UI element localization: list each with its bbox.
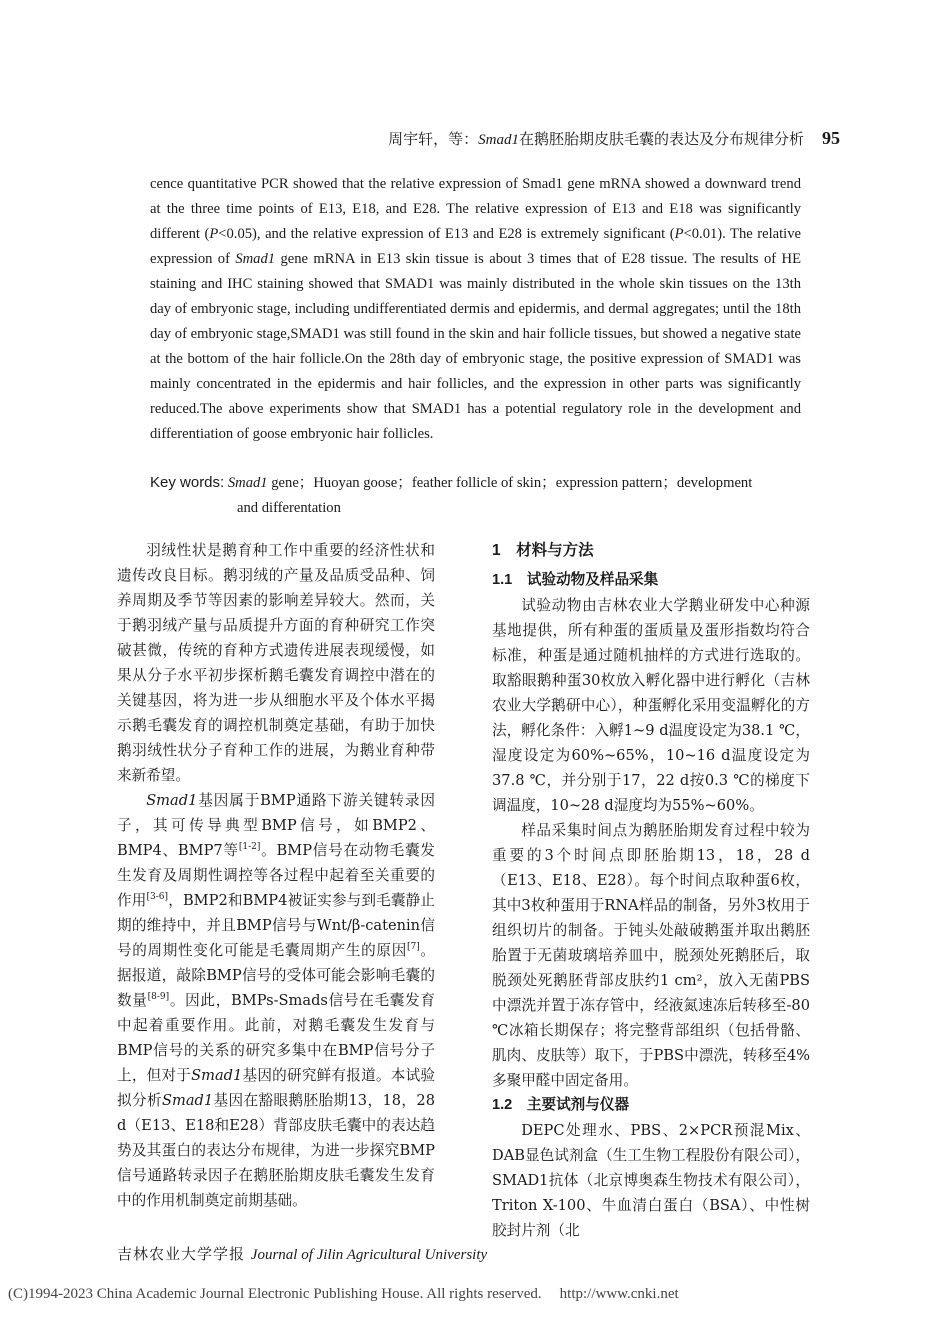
journal-footer — [117, 1243, 487, 1264]
section-heading-1: 1 材料与方法 — [492, 542, 594, 559]
copyright-line — [8, 1286, 697, 1303]
journal-name-cn: 吉林农业大学学报 — [117, 1245, 246, 1263]
right-column — [492, 538, 810, 1243]
citation[interactable]: [7] — [406, 942, 420, 953]
intro-paragraph-2: Smad1基因属于BMP通路下游关键转录因子，其可传导典型BMP信号，如BMP2、BMP4、BMP7等[1-2]。BMP信号在动物毛囊发生发育及周期性调控等各过程中起着至关重要的作用[3-6]，BMP2和BMP4被证实参与到毛囊静止期的维持中，并且BMP信号与Wnt/β-catenin信号的周期性变化可能是毛囊周期产生的原因[7]。据报道，敲除BMP信号的受体可能会影响毛囊的数量[8-9]。因此，BMPs-Smads信号在毛囊发育中起着重要作用。此前，对鹅毛囊发生发育与BMP信号的关系的研究多集中在BMP信号分子上，但对于Smad1基因的研究鲜有报道。本试验拟分析Smad1基因在豁眼鹅胚胎期13，18，28 d（E13、E18和E28）背部皮肤毛囊中的表达趋势及其蛋白的表达分布规律，为进一步探究BMP信号通路转录因子在鹅胚胎期皮肤毛囊发生发育中的作用机制奠定前期基础。 — [117, 792, 435, 1209]
header-authors: 周宇轩，等： — [388, 130, 479, 148]
header-title-rest: 在鹅胚胎期皮肤毛囊的表达及分布规律分析 — [518, 130, 804, 148]
english-abstract — [150, 172, 801, 447]
journal-name-en: Journal of Jilin Agricultural University — [250, 1247, 488, 1263]
page-number: 95 — [822, 128, 840, 148]
keywords — [150, 470, 801, 521]
citation[interactable]: [8-9] — [147, 992, 170, 1003]
methods-paragraph-2: 样品采集时间点为鹅胚胎期发育过程中较为重要的3个时间点即胚胎期13，18，28 d（E13、E18、E28）。每个时间点取种蛋6枚，其中3枚种蛋用于RNA样品的制备，另外3枚用于组织切片的制备。于钝头处敲破鹅蛋并取出鹅胚胎置于无菌玻璃培养皿中，脱颈处死鹅胚后，取脱颈处死鹅胚背部皮肤约1 cm²，放入无菌PBS中漂洗并置于冻存管中，经液氮速冻后转移至-80 ℃冰箱长期保存；将完整背部组织（包括骨骼、肌肉、皮肤等）取下，于PBS中漂洗，转移至4%多聚甲醛中固定备用。 — [492, 822, 810, 1089]
left-column — [117, 538, 435, 1213]
methods-paragraph-3: DEPC处理水、PBS、2×PCR预混Mix、DAB显色试剂盒（生工生物工程股份有限公司），SMAD1抗体（北京博奥森生物技术有限公司），Triton X-100、牛血清白蛋白（BSA）、中性树胶封片剂（北 — [492, 1122, 810, 1239]
section-heading-1-1: 1.1 试验动物及样品采集 — [492, 572, 659, 588]
keywords-label: Key words: — [150, 474, 225, 491]
section-heading-1-2: 1.2 主要试剂与仪器 — [492, 1097, 630, 1113]
abstract-text: cence quantitative PCR showed that the relative expression of Smad1 gene mRNA showed a downward trend at the three time points of E13, E18, and E28. The relative expression of E13 and E18 was significantly different (P<0.05), and the relative expression of E13 and E28 is extremely significant (P<0.01). The relative expression of Smad1 gene mRNA in E13 skin tissue is about 3 times that of E28 tissue. The results of HE staining and IHC staining showed that SMAD1 was mainly distributed in the whole skin tissues on the 13th day of embryonic stage, including undifferentiated dermis and epidermis, and dermal aggregates; until the 18th day of embryonic stage,SMAD1 was still found in the skin and hair follicle tissues, but showed a negative state at the bottom of the hair follicle.On the 28th day of embryonic stage, the positive expression of SMAD1 was mainly concentrated in the epidermis and hair follicles, and the expression in other parts was significantly reduced.The above experiments show that SMAD1 has a potential regulatory role in the development and differentiation of goose embryonic hair follicles. — [150, 176, 801, 442]
citation[interactable]: [1-2] — [238, 842, 261, 853]
header-gene: Smad1 — [478, 132, 519, 148]
copyright-text: (C)1994-2023 China Academic Journal Electronic Publishing House. All rights reserved. — [8, 1286, 542, 1302]
cnki-link[interactable]: http://www.cnki.net — [559, 1286, 679, 1302]
keywords-line2: and differentation — [237, 500, 341, 516]
running-header — [335, 128, 840, 149]
header-title — [388, 128, 804, 149]
intro-paragraph-1: 羽绒性状是鹅育种工作中重要的经济性状和遗传改良目标。鹅羽绒的产量及品质受品种、饲养周期及季节等因素的影响差异较大。然而，关于鹅羽绒产量与品质提升方面的育种研究工作突破甚微，传统的育种方式遗传进展表现缓慢，如果从分子水平初步探析鹅毛囊发育调控中潜在的关键基因，将为进一步从细胞水平及个体水平揭示鹅毛囊发育的调控机制奠定基础，有助于加快鹅羽绒性状分子育种工作的进展，为鹅业育种带来新希望。 — [117, 542, 435, 784]
citation[interactable]: [3-6] — [146, 892, 169, 903]
methods-paragraph-1: 试验动物由吉林农业大学鹅业研发中心种源基地提供，所有种蛋的蛋质量及蛋形指数均符合标准，种蛋是通过随机抽样的方式进行选取的。取豁眼鹅种蛋30枚放入孵化器中进行孵化（吉林农业大学鹅研中心），种蛋孵化采用变温孵化的方法，孵化条件：入孵1~9 d温度设定为38.1 ℃，湿度设定为60%~65%，10~16 d温度设定为37.8 ℃，并分别于17，22 d按0.3 ℃的梯度下调温度，10~28 d湿度均为55%~60%。 — [492, 597, 810, 814]
keywords-line1: Key words: Smad1 gene；Huoyan goose；feather follicle of skin；expression pattern；development — [150, 474, 753, 491]
